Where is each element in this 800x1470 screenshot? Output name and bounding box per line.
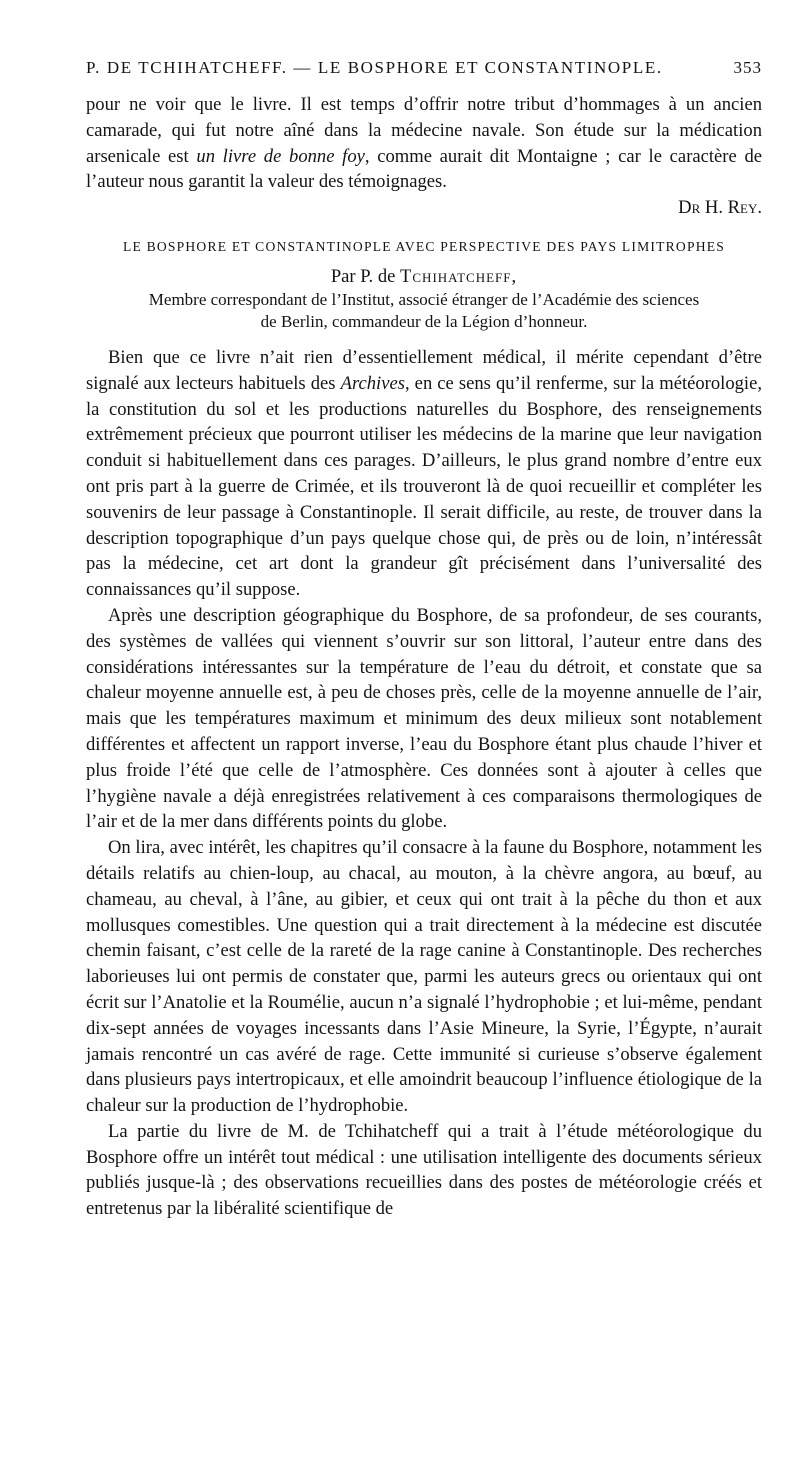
- affiliation-line-2: de Berlin, commandeur de la Légion d’honneur.: [260, 311, 588, 331]
- byline-author: Tchihatcheff,: [400, 265, 518, 287]
- running-head-title: P. DE TCHIHATCHEFF. — LE BOSPHORE ET CONSTANTINOPLE.: [86, 58, 663, 77]
- running-head: [86, 58, 762, 78]
- paragraph-1: [86, 345, 762, 603]
- author-affiliation: [86, 289, 762, 333]
- paragraph-2: Après une description géographique du Bosphore, de sa profondeur, de ses courants, des systèmes de vallées qui viennent s’ouvrir sur son littoral, l’auteur entre dans des considérations intéressantes sur la température de l’eau du détroit, et constate que sa chaleur moyenne annuelle est, à peu de choses près, celle de la moyenne annuelle de l’air, mais que les températures maximum et minimum des deux milieux sont notablement différentes et affectent un rapport inverse, l’eau du Bosphore étant plus chaude l’hiver et plus froide l’été que celle de l’atmosphère. Ces données sont à ajouter à celles que l’hygiène navale a déjà enregistrées relativement à ces comparaisons thermologiques de l’air et de la mer dans différents points du globe.: [86, 604, 762, 833]
- previous-review-paragraph: [86, 92, 762, 195]
- section-title: LE BOSPHORE ET CONSTANTINOPLE AVEC PERSPECTIVE DES PAYS LIMITROPHES: [123, 238, 725, 254]
- prev-italic-title: un livre de bonne foy: [196, 145, 365, 167]
- page-number: 353: [733, 58, 762, 77]
- affiliation-line-1: Membre correspondant de l’Institut, associé étranger de l’Académie des sciences: [148, 289, 700, 309]
- byline-prefix: Par P. de: [330, 265, 401, 287]
- p1-text-b: , en ce sens qu’il renferme, sur la météorologie, la constitution du sol et les productions naturelles du Bosphore, des renseignements extrêmement précieux que pourront utiliser les médecins de la marine que leur navigation conduit si habituellement dans ces parages. D’ailleurs, le plus grand nombre d’entre eux ont pris part à la guerre de Crimée, et ils trouveront là de quoi recueillir et compléter les souvenirs de leur passage à Constantinople. Il serait difficile, au reste, de trouver dans la description topographique d’un pays quelque chose qui, de près ou de loin, n’intéressât pas la médecine, cet art dont la grandeur gît précisément dans l’universalité des connaissances qu’il suppose.: [86, 372, 762, 601]
- p1-text-a: Bien que ce livre n’ait rien d’essentiellement médical, il mérite cependant d’être signalé aux lecteurs habituels des: [86, 346, 762, 394]
- paragraph-3: On lira, avec intérêt, les chapitres qu’il consacre à la faune du Bosphore, notamment les détails relatifs au chien-loup, au chacal, au mouton, à la chèvre angora, au bœuf, au chameau, au cheval, à l’âne, au gibier, et ceux qui ont trait à la pêche du thon et aux mollusques comestibles. Une question qui a trait directement à la médecine est discutée chemin faisant, c’est celle de la rareté de la rage canine à Constantinople. Des recherches laborieuses lui ont permis de constater que, parmi les auteurs grecs ou orientaux qui ont écrit sur l’Anatolie et la Roumélie, aucun n’a signalé l’hydrophobie ; et lui-même, pendant dix-sept années de voyages incessants dans l’Asie Mineure, la Syrie, l’Égypte, n’aurait jamais rencontré un cas avéré de rage. Cette immunité si curieuse s’observe également dans plusieurs pays intertropicaux, et elle amoindrit beaucoup l’influence étiologique de la chaleur sur la production de l’hydrophobie.: [86, 837, 762, 1117]
- paragraph-4: La partie du livre de M. de Tchihatcheff qui a trait à l’étude météorologique du Bosphore offre un intérêt tout médical : une utilisation intelligente des documents sérieux publiés jusque-là ; des observations recueillies dans des postes de météorologie créés et entretenus par la libéralité scientifique de: [86, 1120, 762, 1220]
- p1-italic-journal: Archives: [340, 372, 405, 394]
- signature-text: Dr H. Rey.: [678, 197, 762, 219]
- byline: [86, 265, 762, 289]
- prev-text-2: , comme aurait dit Montaigne ; car le caractère de l’auteur nous garantit la valeur des témoignages.: [86, 145, 763, 193]
- prev-text-1: pour ne voir que le livre. Il est temps d’offrir notre tribut d’hommages à un ancien camarade, qui fut notre aîné dans la médecine navale. Son étude sur la médication arsenicale est: [86, 94, 762, 167]
- review-signature: [86, 195, 762, 221]
